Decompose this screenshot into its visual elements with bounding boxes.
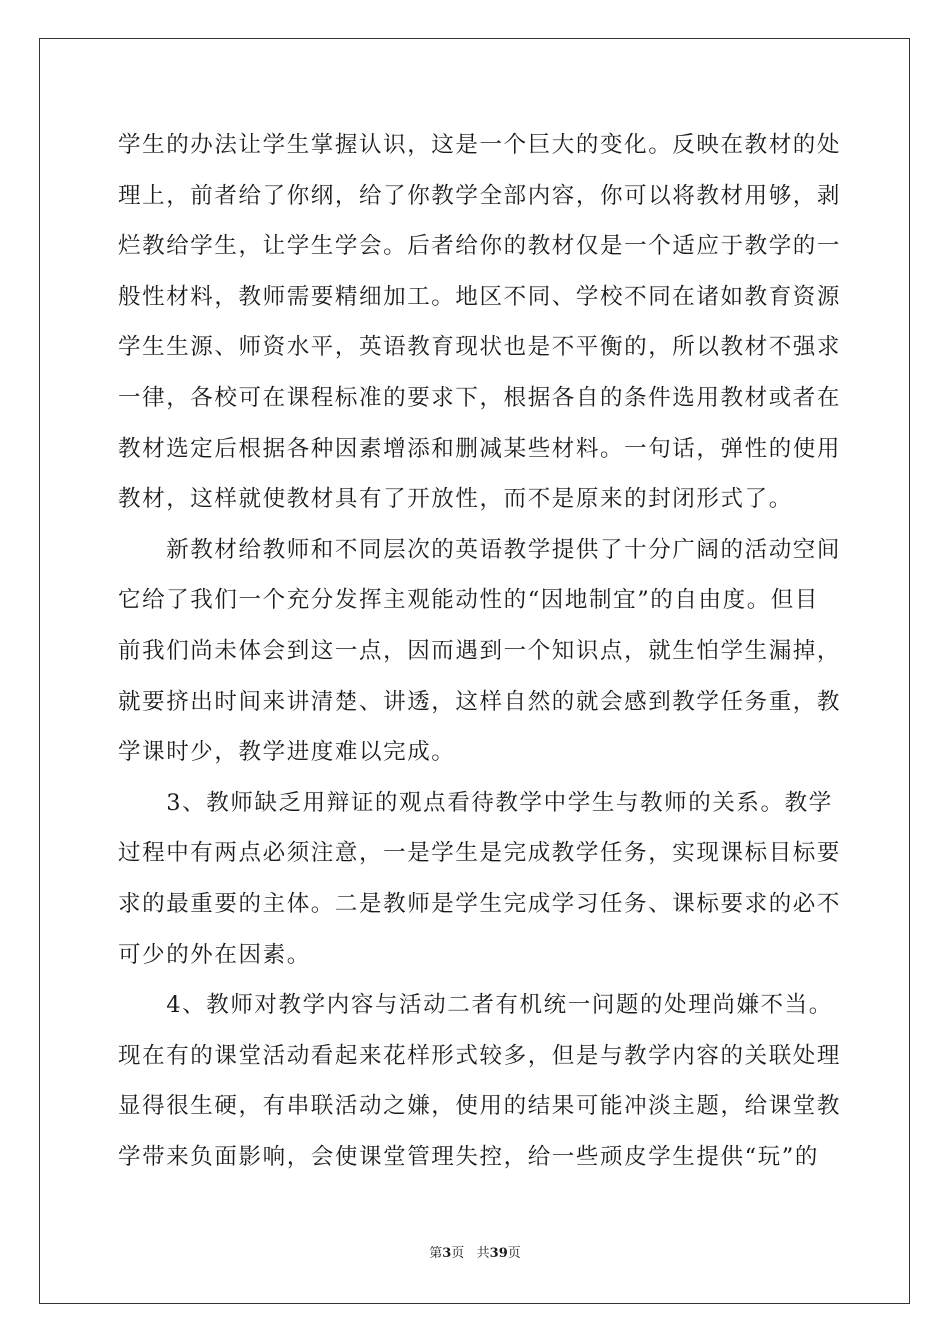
text-line: 学课时少，教学进度难以完成。 (118, 739, 456, 766)
total-pages-number: 39 (489, 1246, 508, 1261)
text-line: 学生生源、师资水平，英语教育现状也是不平衡的，所以教材不强求 (118, 334, 842, 361)
page-footer (0, 1245, 950, 1263)
text-line: 求的最重要的主体。二是教师是学生完成学习任务、课标要求的必不 (118, 890, 842, 917)
text-line: 过程中有两点必须注意，一是学生是完成教学任务，实现课标目标要 (118, 840, 842, 867)
text-line: 教材，这样就使教材具有了开放性，而不是原来的封闭形式了。 (118, 486, 793, 513)
text-line: 学带来负面影响，会使课堂管理失控，给一些顽皮学生提供“玩”的 (118, 1143, 820, 1170)
text-line: 教材选定后根据各种因素增添和删减某些材料。一句话，弹性的使用 (118, 435, 842, 462)
text-line: 般性材料，教师需要精细加工。地区不同、学校不同在诸如教育资源 (118, 283, 842, 310)
text-line: 现在有的课堂活动看起来花样形式较多，但是与教学内容的关联处理 (118, 1042, 842, 1069)
text-line: 4、教师对教学内容与活动二者有机统一问题的处理尚嫌不当。 (118, 992, 833, 1019)
text-line: 一律，各校可在课程标准的要求下，根据各自的条件选用教材或者在 (118, 384, 842, 411)
text-line: 可少的外在因素。 (118, 941, 311, 968)
text-line: 显得很生硬，有串联活动之嫌，使用的结果可能冲淡主题，给课堂教 (118, 1093, 842, 1120)
text-line: 学生的办法让学生掌握认识，这是一个巨大的变化。反映在教材的处 (118, 132, 842, 158)
text-line: 就要挤出时间来讲清楚、讲透，这样自然的就会感到教学任务重，教 (118, 688, 842, 715)
text-line: 前我们尚未体会到这一点，因而遇到一个知识点，就生怕学生漏掉， (118, 637, 842, 664)
text-line: 3、教师缺乏用辩证的观点看待教学中学生与教师的关系。教学 (118, 789, 833, 816)
current-page-number: 3 (442, 1246, 452, 1261)
text-line: 烂教给学生，让学生学会。后者给你的教材仅是一个适应于教学的一 (118, 233, 842, 260)
footer-suffix: 页 (507, 1246, 521, 1261)
footer-middle: 页 共 (451, 1246, 490, 1261)
footer-prefix: 第 (429, 1246, 443, 1261)
text-line: 它给了我们一个充分发挥主观能动性的“因地制宜”的自由度。但目 (118, 587, 820, 614)
text-line: 新教材给教师和不同层次的英语教学提供了十分广阔的活动空间 (118, 536, 842, 563)
document-body (118, 120, 842, 1182)
text-line: 理上，前者给了你纲，给了你教学全部内容，你可以将教材用够，剥 (118, 182, 842, 209)
